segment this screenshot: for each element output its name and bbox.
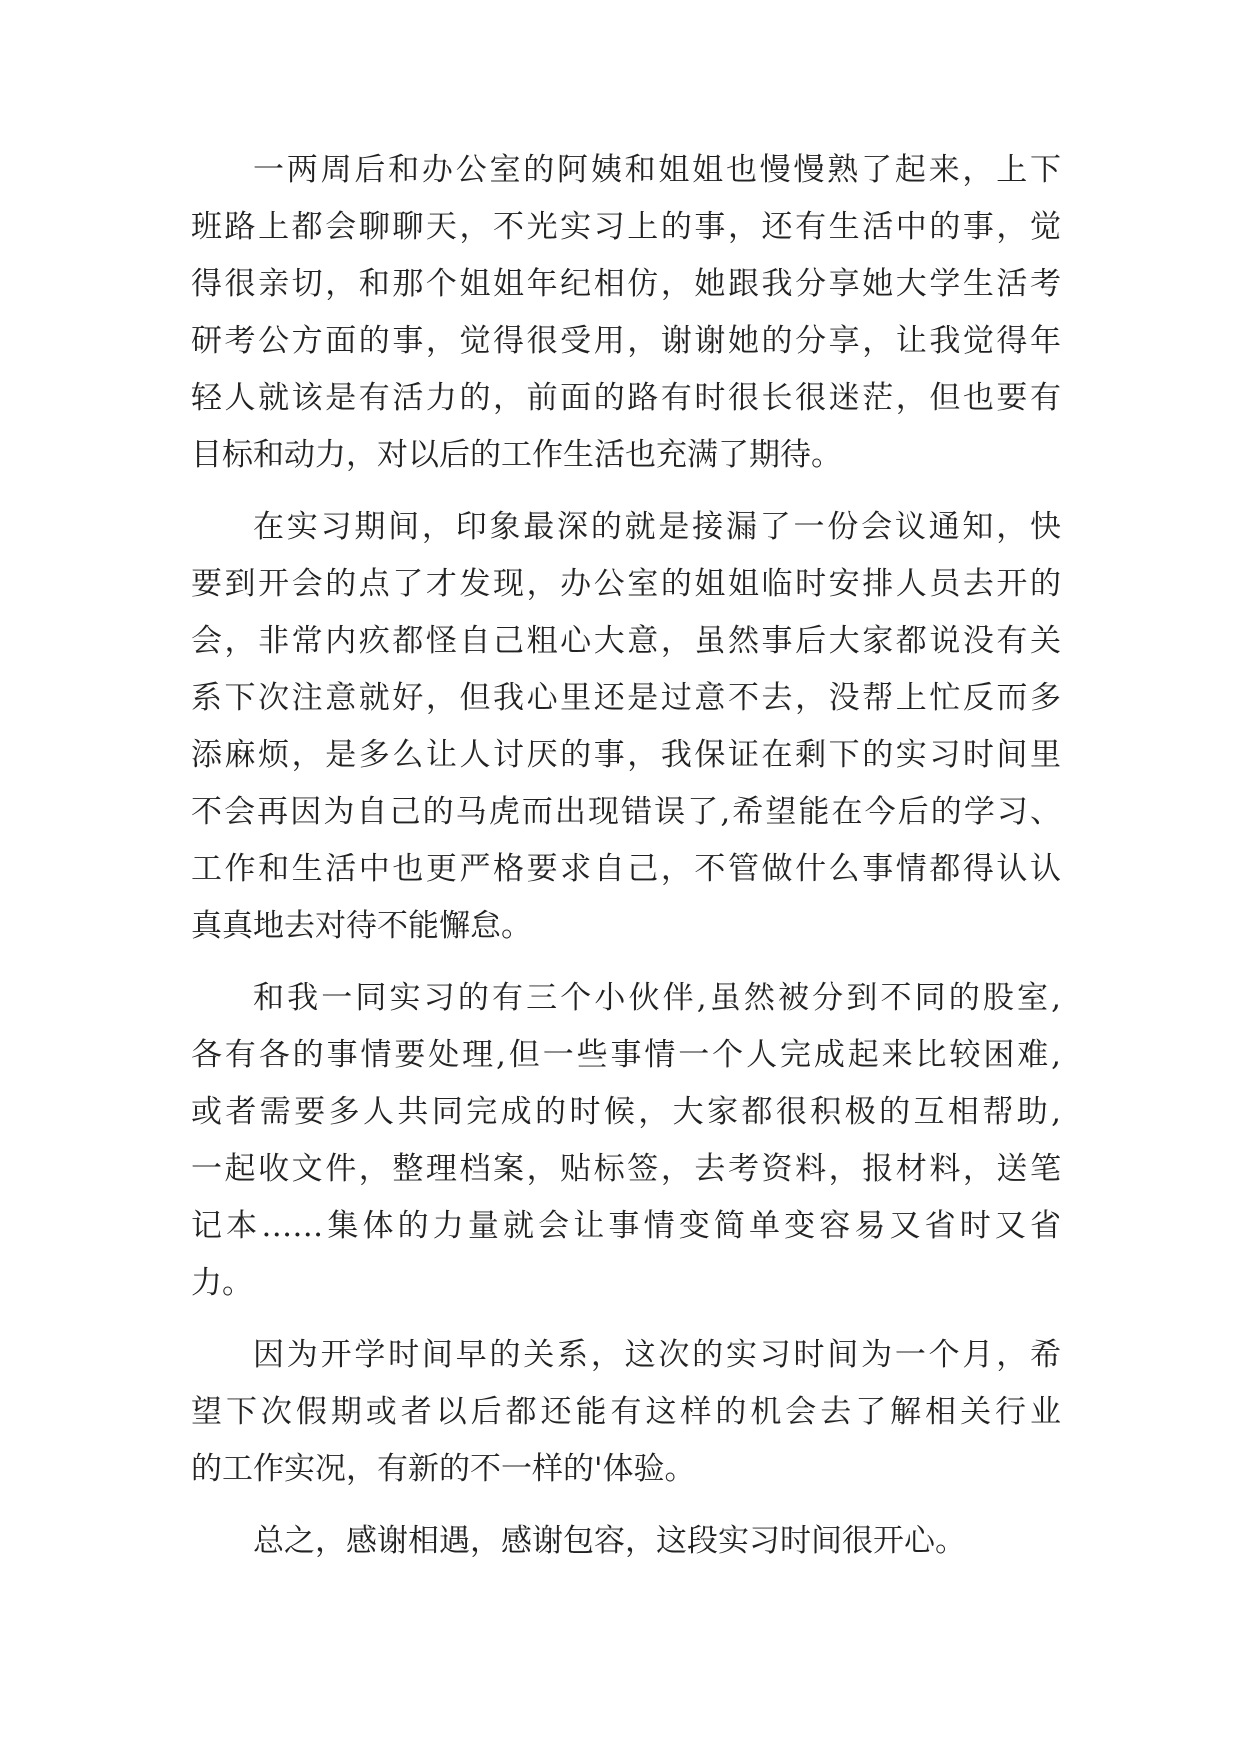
text-line: 系下次注意就好，但我心里还是过意不去，没帮上忙反而多: [191, 680, 1061, 716]
text-line: 工作和生活中也更严格要求自己，不管做什么事情都得认认: [191, 851, 1061, 887]
text-line: 不会再因为自己的马虎而出现错误了,希望能在今后的学习、: [191, 794, 1061, 830]
text-line: 望下次假期或者以后都还能有这样的机会去了解相关行业: [191, 1394, 1061, 1430]
text-line: 轻人就该是有活力的，前面的路有时很长很迷茫，但也要有: [191, 380, 1061, 416]
text-line: 记本……集体的力量就会让事情变简单变容易又省时又省: [191, 1208, 1061, 1244]
text-line: 或者需要多人共同完成的时候，大家都很积极的互相帮助,: [191, 1094, 1061, 1130]
text-line: 的工作实况，有新的不一样的'体验。: [191, 1451, 696, 1487]
text-line: 因为开学时间早的关系，这次的实习时间为一个月，希: [253, 1337, 1061, 1373]
text-line: 真真地去对待不能懈怠。: [191, 908, 532, 944]
text-line: 要到开会的点了才发现，办公室的姐姐临时安排人员去开的: [191, 566, 1061, 602]
text-line: 班路上都会聊聊天，不光实习上的事，还有生活中的事，觉: [191, 209, 1061, 245]
text-line: 目标和动力，对以后的工作生活也充满了期待。: [191, 437, 842, 473]
text-line: 得很亲切，和那个姐姐年纪相仿，她跟我分享她大学生活考: [191, 266, 1061, 302]
text-line: 会，非常内疚都怪自己粗心大意，虽然事后大家都说没有关: [191, 623, 1061, 659]
text-line: 研考公方面的事，觉得很受用，谢谢她的分享，让我觉得年: [191, 323, 1061, 359]
text-line: 力。: [191, 1265, 253, 1301]
text-line: 添麻烦，是多么让人讨厌的事，我保证在剩下的实习时间里: [191, 737, 1061, 773]
text-line: 总之，感谢相遇，感谢包容，这段实习时间很开心。: [253, 1523, 966, 1559]
text-line: 一两周后和办公室的阿姨和姐姐也慢慢熟了起来，上下: [253, 152, 1061, 188]
text-line: 一起收文件，整理档案，贴标签，去考资料，报材料，送笔: [191, 1151, 1061, 1187]
text-line: 各有各的事情要处理,但一些事情一个人完成起来比较困难,: [191, 1037, 1061, 1073]
text-line: 在实习期间，印象最深的就是接漏了一份会议通知，快: [253, 509, 1061, 545]
text-line: 和我一同实习的有三个小伙伴,虽然被分到不同的股室,: [253, 980, 1061, 1016]
